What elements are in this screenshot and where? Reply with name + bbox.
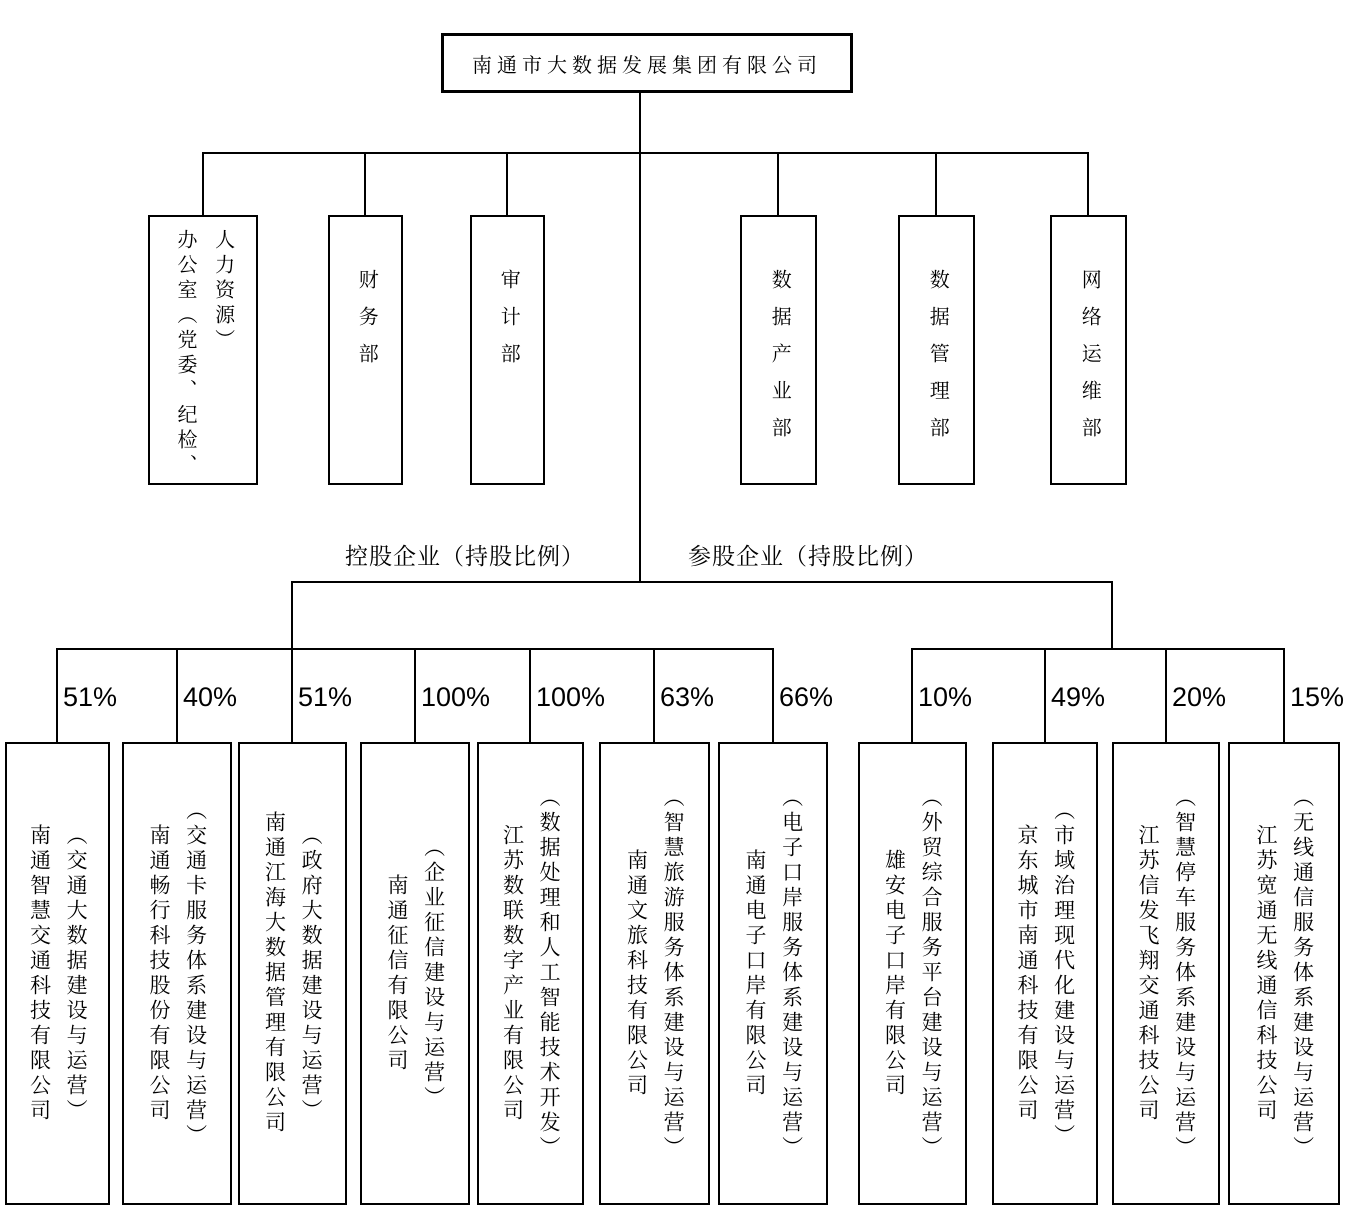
company-name: 南通江海大数据管理有限公司 (262, 811, 287, 1136)
company-desc: （外贸综合服务平台建设与运营） (919, 786, 944, 1161)
company-box (858, 742, 967, 1205)
dept-box-finance (328, 215, 403, 485)
branch-label-holding: 控股企业（持股比例） (345, 544, 585, 569)
dept-box-data-industry (740, 215, 817, 485)
connector-line (414, 648, 416, 744)
connector-line (176, 648, 178, 744)
dept-label: 人力资源） (211, 229, 234, 354)
root-title: 南通市大数据发展集团有限公司 (472, 54, 822, 77)
company-name: 南通电子口岸有限公司 (743, 848, 767, 1099)
company-name: 南通畅行科技股份有限公司 (147, 823, 171, 1124)
company-desc: （企业征信建设与运营） (421, 836, 446, 1111)
connector-line (1111, 581, 1113, 650)
percent-label: 40% (183, 682, 238, 712)
connector-line (639, 91, 641, 583)
connector-line (1165, 648, 1167, 744)
company-box (360, 742, 470, 1205)
company-box (992, 742, 1098, 1205)
percent-label: 100% (421, 682, 491, 712)
company-desc: （电子口岸服务体系建设与运营） (779, 786, 804, 1161)
percent-label: 66% (779, 682, 834, 712)
company-desc: （数据处理和人工智能技术开发） (537, 786, 562, 1161)
connector-line (529, 648, 531, 744)
percent-label: 100% (536, 682, 606, 712)
connector-line (935, 152, 937, 217)
company-name: 南通征信有限公司 (385, 873, 409, 1074)
branch-label-participating: 参股企业（持股比例） (688, 544, 928, 569)
connector-line (202, 152, 1089, 154)
company-name: 雄安电子口岸有限公司 (882, 848, 907, 1099)
dept-box-audit (470, 215, 545, 485)
company-desc: （交通大数据建设与运营） (64, 823, 89, 1124)
dept-label: 数据产业部 (768, 269, 791, 454)
connector-line (772, 648, 774, 744)
dept-label: 网络运维部 (1078, 269, 1101, 454)
connector-line (777, 152, 779, 217)
percent-label: 10% (918, 682, 973, 712)
connector-line (1044, 648, 1046, 744)
dept-box-office (148, 215, 258, 485)
company-desc: （政府大数据建设与运营） (299, 823, 324, 1124)
connector-line (56, 648, 58, 744)
percent-label: 63% (660, 682, 715, 712)
company-box (5, 742, 110, 1205)
connector-line (1087, 152, 1089, 217)
company-box (1228, 742, 1340, 1205)
company-box (718, 742, 828, 1205)
company-desc: （无线通信服务体系建设与运营） (1290, 786, 1315, 1161)
dept-label: 办公室（党委、纪检、 (174, 229, 196, 479)
company-name: 南通智慧交通科技有限公司 (27, 823, 52, 1124)
connector-line (911, 648, 1285, 650)
dept-label: 数据管理部 (926, 269, 949, 454)
dept-box-data-management (898, 215, 975, 485)
percent-label: 49% (1051, 682, 1106, 712)
dept-label: 审计部 (497, 269, 520, 380)
dept-label: 财务部 (355, 269, 378, 380)
connector-line (1283, 648, 1285, 744)
connector-line (291, 648, 293, 744)
connector-line (291, 581, 1113, 583)
company-desc: （智慧旅游服务体系建设与运营） (661, 786, 686, 1161)
company-name: 京东城市南通科技有限公司 (1015, 823, 1039, 1124)
company-box (238, 742, 347, 1205)
company-name: 南通文旅科技有限公司 (624, 848, 649, 1099)
connector-line (653, 648, 655, 744)
percent-label: 51% (63, 682, 118, 712)
percent-label: 15% (1290, 682, 1345, 712)
dept-box-network-ops (1050, 215, 1127, 485)
company-name: 江苏数联数字产业有限公司 (500, 823, 525, 1124)
connector-line (202, 152, 204, 217)
percent-label: 20% (1172, 682, 1227, 712)
company-box (122, 742, 232, 1205)
company-box (1112, 742, 1220, 1205)
company-name: 江苏宽通无线通信科技公司 (1254, 823, 1278, 1124)
company-box (599, 742, 710, 1205)
connector-line (911, 648, 913, 744)
company-name: 江苏信发飞翔交通科技公司 (1136, 823, 1160, 1124)
company-desc: （智慧停车服务体系建设与运营） (1172, 786, 1197, 1161)
percent-label: 51% (298, 682, 353, 712)
company-desc: （市域治理现代化建设与运营） (1051, 798, 1076, 1149)
connector-line (506, 152, 508, 217)
company-box (477, 742, 584, 1205)
root-box (441, 33, 853, 93)
company-desc: （交通卡服务体系建设与运营） (183, 798, 208, 1149)
connector-line (291, 581, 293, 650)
connector-line (364, 152, 366, 217)
